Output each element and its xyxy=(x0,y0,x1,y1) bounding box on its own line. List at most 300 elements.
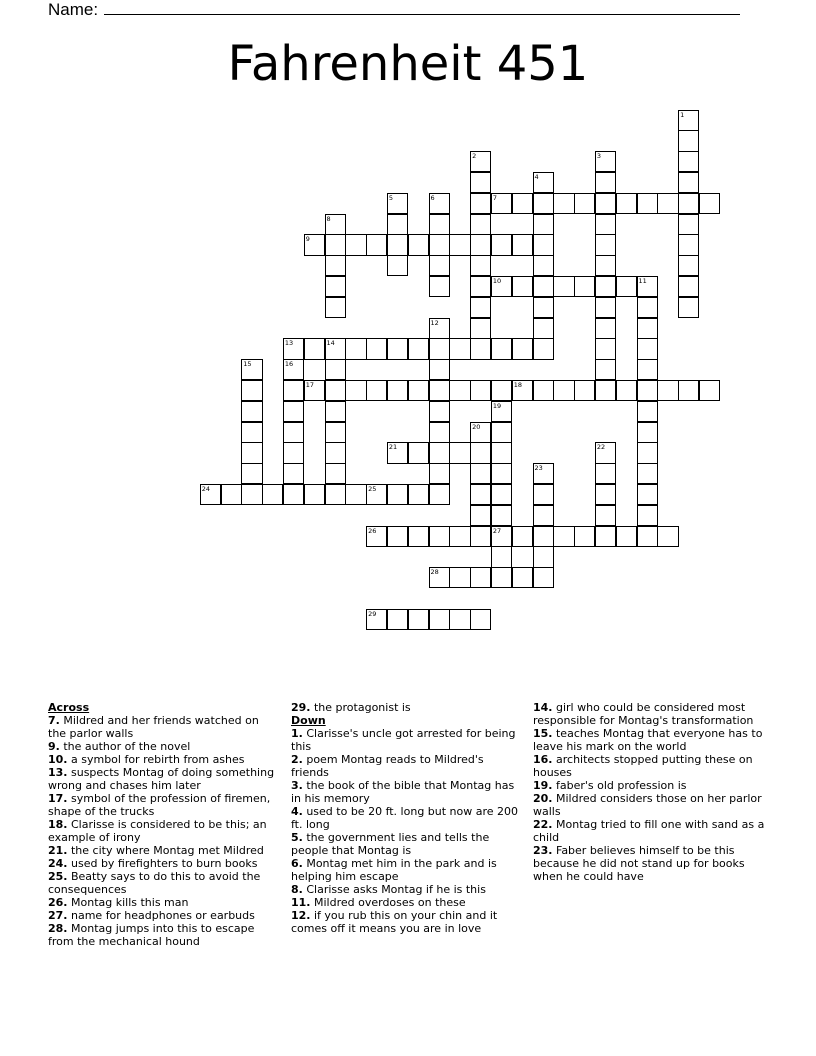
grid-cell[interactable] xyxy=(491,234,512,255)
grid-cell[interactable] xyxy=(512,526,533,547)
grid-cell[interactable] xyxy=(533,380,554,401)
grid-cell[interactable] xyxy=(574,380,595,401)
grid-cell[interactable] xyxy=(699,380,720,401)
clue-item-text: architects stopped putting these on houses xyxy=(533,753,753,779)
grid-cell[interactable] xyxy=(283,401,304,422)
clue-item-number: 6. xyxy=(291,857,303,870)
grid-cell[interactable] xyxy=(470,505,491,526)
grid-cell[interactable] xyxy=(429,234,450,255)
clue-item-text: name for headphones or earbuds xyxy=(67,909,255,922)
clue-number: 9 xyxy=(305,235,310,244)
across-header: Across xyxy=(48,701,90,714)
clue-item-text: used by firefighters to burn books xyxy=(67,857,258,870)
down-header: Down xyxy=(291,714,326,727)
grid-cell[interactable] xyxy=(553,380,574,401)
grid-cell[interactable] xyxy=(241,463,262,484)
grid-cell[interactable] xyxy=(449,234,470,255)
grid-cell[interactable] xyxy=(387,193,408,214)
grid-cell[interactable] xyxy=(241,422,262,443)
grid-cell[interactable] xyxy=(429,401,450,422)
clue-item-text: Faber believes himself to be this because he did not stand up for books when he could have xyxy=(533,844,745,883)
grid-cell[interactable] xyxy=(429,526,450,547)
clue-item xyxy=(291,753,519,779)
grid-cell[interactable] xyxy=(325,359,346,380)
grid-cell[interactable] xyxy=(345,484,366,505)
clue-number: 27 xyxy=(492,526,502,535)
clue-item xyxy=(48,922,276,948)
grid-cell[interactable] xyxy=(637,401,658,422)
clue-item xyxy=(291,896,519,909)
grid-cell[interactable] xyxy=(200,484,221,505)
grid-cell[interactable] xyxy=(533,526,554,547)
clue-number: 16 xyxy=(284,360,294,369)
grid-cell[interactable] xyxy=(512,380,533,401)
clue-item-text: suspects Montag of doing something wrong and chases him later xyxy=(48,766,275,792)
grid-cell[interactable] xyxy=(512,276,533,297)
clue-number: 8 xyxy=(326,214,331,223)
grid-cell[interactable] xyxy=(345,234,366,255)
clue-item-text: Mildred and her friends watched on the parlor walls xyxy=(48,714,259,740)
clue-item-text: Montag tried to fill one with sand as a child xyxy=(533,818,765,844)
clue-item-text: Montag met him in the park and is helping him escape xyxy=(291,857,497,883)
grid-cell[interactable] xyxy=(429,214,450,235)
grid-cell[interactable] xyxy=(325,422,346,443)
grid-cell[interactable] xyxy=(637,297,658,318)
grid-cell[interactable] xyxy=(678,193,699,214)
grid-cell[interactable] xyxy=(678,276,699,297)
grid-cell[interactable] xyxy=(616,380,637,401)
clue-number: 18 xyxy=(513,380,522,389)
grid-cell[interactable] xyxy=(678,151,699,172)
grid-cell[interactable] xyxy=(533,193,554,214)
clue-item xyxy=(48,714,276,740)
grid-cell[interactable] xyxy=(533,567,554,588)
grid-cell[interactable] xyxy=(491,526,512,547)
grid-cell[interactable] xyxy=(449,609,470,630)
grid-cell[interactable] xyxy=(512,234,533,255)
grid-cell[interactable] xyxy=(491,546,512,567)
grid-cell[interactable] xyxy=(429,276,450,297)
grid-cell[interactable] xyxy=(553,193,574,214)
grid-cell[interactable] xyxy=(595,526,616,547)
grid-cell[interactable] xyxy=(304,484,325,505)
clue-item-text: symbol of the profession of firemen, shape of the trucks xyxy=(48,792,271,818)
clue-item-number: 1. xyxy=(291,727,303,740)
clue-number: 7 xyxy=(492,193,498,202)
grid-cell[interactable] xyxy=(387,609,408,630)
clue-item-number: 26. xyxy=(48,896,68,909)
grid-cell[interactable] xyxy=(408,609,429,630)
clue-item xyxy=(48,766,276,792)
clue-number: 14 xyxy=(326,339,335,348)
grid-cell[interactable] xyxy=(387,255,408,276)
grid-cell[interactable] xyxy=(366,526,387,547)
grid-cell[interactable] xyxy=(470,380,491,401)
grid-cell[interactable] xyxy=(241,442,262,463)
clue-item-text: girl who could be considered most responsible for Montag's transformation xyxy=(533,701,754,727)
grid-cell[interactable] xyxy=(533,255,554,276)
grid-cell[interactable] xyxy=(678,214,699,235)
grid-cell[interactable] xyxy=(637,380,658,401)
clue-item xyxy=(291,883,519,896)
grid-cell[interactable] xyxy=(325,442,346,463)
grid-cell[interactable] xyxy=(553,276,574,297)
grid-cell[interactable] xyxy=(470,193,491,214)
grid-cell[interactable] xyxy=(470,318,491,339)
grid-cell[interactable] xyxy=(325,401,346,422)
clue-item-text: Mildred considers those on her parlor walls xyxy=(533,792,762,818)
clue-number: 6 xyxy=(430,193,435,202)
grid-cell[interactable] xyxy=(429,484,450,505)
grid-cell[interactable] xyxy=(637,359,658,380)
grid-cell[interactable] xyxy=(595,484,616,505)
clue-item xyxy=(291,909,519,935)
clue-item xyxy=(48,818,276,844)
grid-cell[interactable] xyxy=(304,380,325,401)
grid-cell[interactable] xyxy=(491,442,512,463)
grid-cell[interactable] xyxy=(678,255,699,276)
grid-cell[interactable] xyxy=(491,276,512,297)
grid-cell[interactable] xyxy=(345,380,366,401)
grid-cell[interactable] xyxy=(595,255,616,276)
clue-item-text: Clarisse's uncle got arrested for being this xyxy=(291,727,516,753)
grid-cell[interactable] xyxy=(387,214,408,235)
grid-cell[interactable] xyxy=(283,484,304,505)
clue-item xyxy=(291,727,519,753)
grid-cell[interactable] xyxy=(366,380,387,401)
grid-cell[interactable] xyxy=(221,484,242,505)
grid-cell[interactable] xyxy=(283,338,304,359)
clue-item-text: Clarisse asks Montag if he is this xyxy=(302,883,486,896)
grid-cell[interactable] xyxy=(345,338,366,359)
grid-cell[interactable] xyxy=(595,193,616,214)
clue-number: 22 xyxy=(596,443,606,452)
grid-cell[interactable] xyxy=(595,442,616,463)
clue-item-number: 12. xyxy=(291,909,311,922)
clue-item-number: 20. xyxy=(533,792,553,805)
grid-cell[interactable] xyxy=(533,505,554,526)
clue-item xyxy=(533,753,765,779)
clue-item xyxy=(533,701,765,727)
grid-cell[interactable] xyxy=(304,338,325,359)
grid-cell[interactable] xyxy=(533,297,554,318)
clue-item-number: 3. xyxy=(291,779,303,792)
grid-cell[interactable] xyxy=(470,609,491,630)
grid-cell[interactable] xyxy=(470,297,491,318)
clue-item xyxy=(291,857,519,883)
clue-item-text: the government lies and tells the people that Montag is xyxy=(291,831,490,857)
grid-cell[interactable] xyxy=(241,359,262,380)
grid-cell[interactable] xyxy=(325,297,346,318)
grid-cell[interactable] xyxy=(241,380,262,401)
grid-cell[interactable] xyxy=(470,422,491,443)
grid-cell[interactable] xyxy=(470,442,491,463)
clue-item xyxy=(291,779,519,805)
grid-cell[interactable] xyxy=(574,193,595,214)
clue-number: 25 xyxy=(368,484,377,493)
grid-cell[interactable] xyxy=(533,338,554,359)
grid-cell[interactable] xyxy=(387,234,408,255)
grid-cell[interactable] xyxy=(678,297,699,318)
grid-cell[interactable] xyxy=(470,214,491,235)
grid-cell[interactable] xyxy=(470,484,491,505)
clue-item-number: 4. xyxy=(291,805,303,818)
grid-cell[interactable] xyxy=(366,609,387,630)
clue-number: 3 xyxy=(596,152,602,161)
grid-cell[interactable] xyxy=(470,567,491,588)
clue-number: 24 xyxy=(201,484,210,493)
grid-cell[interactable] xyxy=(491,463,512,484)
clue-item xyxy=(533,779,765,792)
grid-cell[interactable] xyxy=(637,484,658,505)
clue-item-number: 14. xyxy=(533,701,553,714)
grid-cell[interactable] xyxy=(470,255,491,276)
grid-cell[interactable] xyxy=(325,338,346,359)
clue-number: 1 xyxy=(680,110,685,119)
clue-item-number: 13. xyxy=(48,766,68,779)
grid-cell[interactable] xyxy=(325,214,346,235)
grid-cell[interactable] xyxy=(491,193,512,214)
grid-cell[interactable] xyxy=(429,338,450,359)
grid-cell[interactable] xyxy=(616,193,637,214)
clue-column-1 xyxy=(48,701,276,948)
grid-cell[interactable] xyxy=(366,484,387,505)
clue-item-number: 19. xyxy=(533,779,553,792)
grid-cell[interactable] xyxy=(491,380,512,401)
grid-cell[interactable] xyxy=(470,526,491,547)
grid-cell[interactable] xyxy=(637,318,658,339)
clue-item-number: 29. xyxy=(291,701,311,714)
grid-cell[interactable] xyxy=(491,505,512,526)
grid-cell[interactable] xyxy=(408,442,429,463)
grid-cell[interactable] xyxy=(325,380,346,401)
grid-cell[interactable] xyxy=(595,297,616,318)
grid-cell[interactable] xyxy=(533,463,554,484)
grid-cell[interactable] xyxy=(574,276,595,297)
clue-item-number: 17. xyxy=(48,792,68,805)
grid-cell[interactable] xyxy=(491,567,512,588)
grid-cell[interactable] xyxy=(366,234,387,255)
clue-item-number: 22. xyxy=(533,818,553,831)
clue-item-text: the book of the bible that Montag has in his memory xyxy=(291,779,515,805)
grid-cell[interactable] xyxy=(533,318,554,339)
clue-item-number: 16. xyxy=(533,753,553,766)
grid-cell[interactable] xyxy=(470,338,491,359)
grid-cell[interactable] xyxy=(408,484,429,505)
grid-cell[interactable] xyxy=(512,193,533,214)
clue-item-number: 8. xyxy=(291,883,303,896)
clue-item xyxy=(48,909,276,922)
clue-item xyxy=(533,727,765,753)
clue-number: 10 xyxy=(492,276,502,285)
grid-cell[interactable] xyxy=(616,526,637,547)
grid-cell[interactable] xyxy=(325,463,346,484)
clue-item xyxy=(533,844,765,883)
grid-cell[interactable] xyxy=(678,110,699,131)
grid-cell[interactable] xyxy=(533,214,554,235)
grid-cell[interactable] xyxy=(470,234,491,255)
grid-cell[interactable] xyxy=(366,338,387,359)
grid-cell[interactable] xyxy=(449,526,470,547)
grid-cell[interactable] xyxy=(533,484,554,505)
clue-number: 21 xyxy=(388,443,398,452)
grid-cell[interactable] xyxy=(429,442,450,463)
clue-column-2 xyxy=(291,701,519,935)
grid-cell[interactable] xyxy=(595,214,616,235)
clue-number: 26 xyxy=(368,526,377,535)
grid-cell[interactable] xyxy=(657,526,678,547)
grid-cell[interactable] xyxy=(595,463,616,484)
grid-cell[interactable] xyxy=(429,422,450,443)
clue-item-text: Clarisse is considered to be this; an example of irony xyxy=(48,818,267,844)
grid-cell[interactable] xyxy=(283,380,304,401)
grid-cell[interactable] xyxy=(283,442,304,463)
grid-cell[interactable] xyxy=(678,130,699,151)
clue-item-number: 23. xyxy=(533,844,553,857)
grid-cell[interactable] xyxy=(429,609,450,630)
grid-cell[interactable] xyxy=(470,276,491,297)
clue-item xyxy=(291,831,519,857)
grid-cell[interactable] xyxy=(533,276,554,297)
grid-cell[interactable] xyxy=(387,338,408,359)
grid-cell[interactable] xyxy=(325,276,346,297)
clue-item-text: the city where Montag met Mildred xyxy=(67,844,264,857)
grid-cell[interactable] xyxy=(637,276,658,297)
grid-cell[interactable] xyxy=(283,463,304,484)
clue-item-number: 15. xyxy=(533,727,553,740)
grid-cell[interactable] xyxy=(429,380,450,401)
grid-cell[interactable] xyxy=(429,193,450,214)
grid-cell[interactable] xyxy=(408,526,429,547)
grid-cell[interactable] xyxy=(387,380,408,401)
clue-item-text: the author of the novel xyxy=(59,740,191,753)
grid-cell[interactable] xyxy=(595,505,616,526)
grid-cell[interactable] xyxy=(533,546,554,567)
clue-item xyxy=(533,818,765,844)
grid-cell[interactable] xyxy=(262,484,283,505)
grid-cell[interactable] xyxy=(678,380,699,401)
clue-item xyxy=(48,896,276,909)
grid-cell[interactable] xyxy=(408,338,429,359)
grid-cell[interactable] xyxy=(595,151,616,172)
grid-cell[interactable] xyxy=(449,380,470,401)
clue-item xyxy=(291,805,519,831)
grid-cell[interactable] xyxy=(283,422,304,443)
grid-cell[interactable] xyxy=(637,338,658,359)
clue-item-text: Montag jumps into this to escape from the mechanical hound xyxy=(48,922,255,948)
grid-cell[interactable] xyxy=(512,338,533,359)
grid-cell[interactable] xyxy=(533,172,554,193)
clue-column-3 xyxy=(533,701,765,883)
grid-cell[interactable] xyxy=(533,234,554,255)
grid-cell[interactable] xyxy=(512,567,533,588)
grid-cell[interactable] xyxy=(429,318,450,339)
grid-cell[interactable] xyxy=(595,380,616,401)
grid-cell[interactable] xyxy=(429,463,450,484)
clue-item xyxy=(48,792,276,818)
clue-item-number: 27. xyxy=(48,909,68,922)
clue-item xyxy=(533,792,765,818)
grid-cell[interactable] xyxy=(449,338,470,359)
grid-cell[interactable] xyxy=(637,505,658,526)
grid-cell[interactable] xyxy=(491,484,512,505)
grid-cell[interactable] xyxy=(595,318,616,339)
grid-cell[interactable] xyxy=(325,484,346,505)
clue-item xyxy=(48,844,276,857)
clue-item-text: the protagonist is xyxy=(310,701,411,714)
grid-cell[interactable] xyxy=(387,484,408,505)
clue-item-number: 28. xyxy=(48,922,68,935)
grid-cell[interactable] xyxy=(637,193,658,214)
grid-cell[interactable] xyxy=(470,151,491,172)
clue-number: 12 xyxy=(430,318,439,327)
grid-cell[interactable] xyxy=(387,442,408,463)
grid-cell[interactable] xyxy=(408,380,429,401)
grid-cell[interactable] xyxy=(678,234,699,255)
grid-cell[interactable] xyxy=(304,234,325,255)
grid-cell[interactable] xyxy=(595,338,616,359)
grid-cell[interactable] xyxy=(408,234,429,255)
clue-item xyxy=(48,870,276,896)
grid-cell[interactable] xyxy=(491,422,512,443)
grid-cell[interactable] xyxy=(616,276,637,297)
grid-cell[interactable] xyxy=(325,234,346,255)
clue-item-text: Mildred overdoses on these xyxy=(310,896,466,909)
clue-item xyxy=(48,740,276,753)
grid-cell[interactable] xyxy=(678,172,699,193)
grid-cell[interactable] xyxy=(429,567,450,588)
clue-item-number: 7. xyxy=(48,714,60,727)
clue-item-text: poem Montag reads to Mildred's friends xyxy=(291,753,484,779)
grid-cell[interactable] xyxy=(637,442,658,463)
grid-cell[interactable] xyxy=(449,442,470,463)
grid-cell[interactable] xyxy=(595,234,616,255)
grid-cell[interactable] xyxy=(470,463,491,484)
grid-cell[interactable] xyxy=(657,380,678,401)
grid-cell[interactable] xyxy=(491,401,512,422)
grid-cell[interactable] xyxy=(637,526,658,547)
grid-cell[interactable] xyxy=(241,484,262,505)
grid-cell[interactable] xyxy=(699,193,720,214)
grid-cell[interactable] xyxy=(491,338,512,359)
grid-cell[interactable] xyxy=(657,193,678,214)
grid-cell[interactable] xyxy=(470,172,491,193)
grid-cell[interactable] xyxy=(241,401,262,422)
grid-cell[interactable] xyxy=(283,359,304,380)
grid-cell[interactable] xyxy=(429,359,450,380)
clue-number: 11 xyxy=(638,276,647,285)
grid-cell[interactable] xyxy=(574,526,595,547)
grid-cell[interactable] xyxy=(595,172,616,193)
name-label: Name: xyxy=(48,0,99,19)
grid-cell[interactable] xyxy=(637,422,658,443)
grid-cell[interactable] xyxy=(449,567,470,588)
clue-item xyxy=(48,753,276,766)
clue-number: 23 xyxy=(534,464,543,473)
clue-number: 17 xyxy=(305,380,314,389)
clue-item-text: faber's old profession is xyxy=(552,779,687,792)
grid-cell[interactable] xyxy=(553,526,574,547)
grid-cell[interactable] xyxy=(387,526,408,547)
grid-cell[interactable] xyxy=(637,463,658,484)
grid-cell[interactable] xyxy=(595,276,616,297)
grid-cell[interactable] xyxy=(595,359,616,380)
grid-cell[interactable] xyxy=(325,255,346,276)
clue-item xyxy=(291,701,519,714)
clue-item-number: 10. xyxy=(48,753,68,766)
grid-cell[interactable] xyxy=(429,255,450,276)
clue-item xyxy=(48,857,276,870)
